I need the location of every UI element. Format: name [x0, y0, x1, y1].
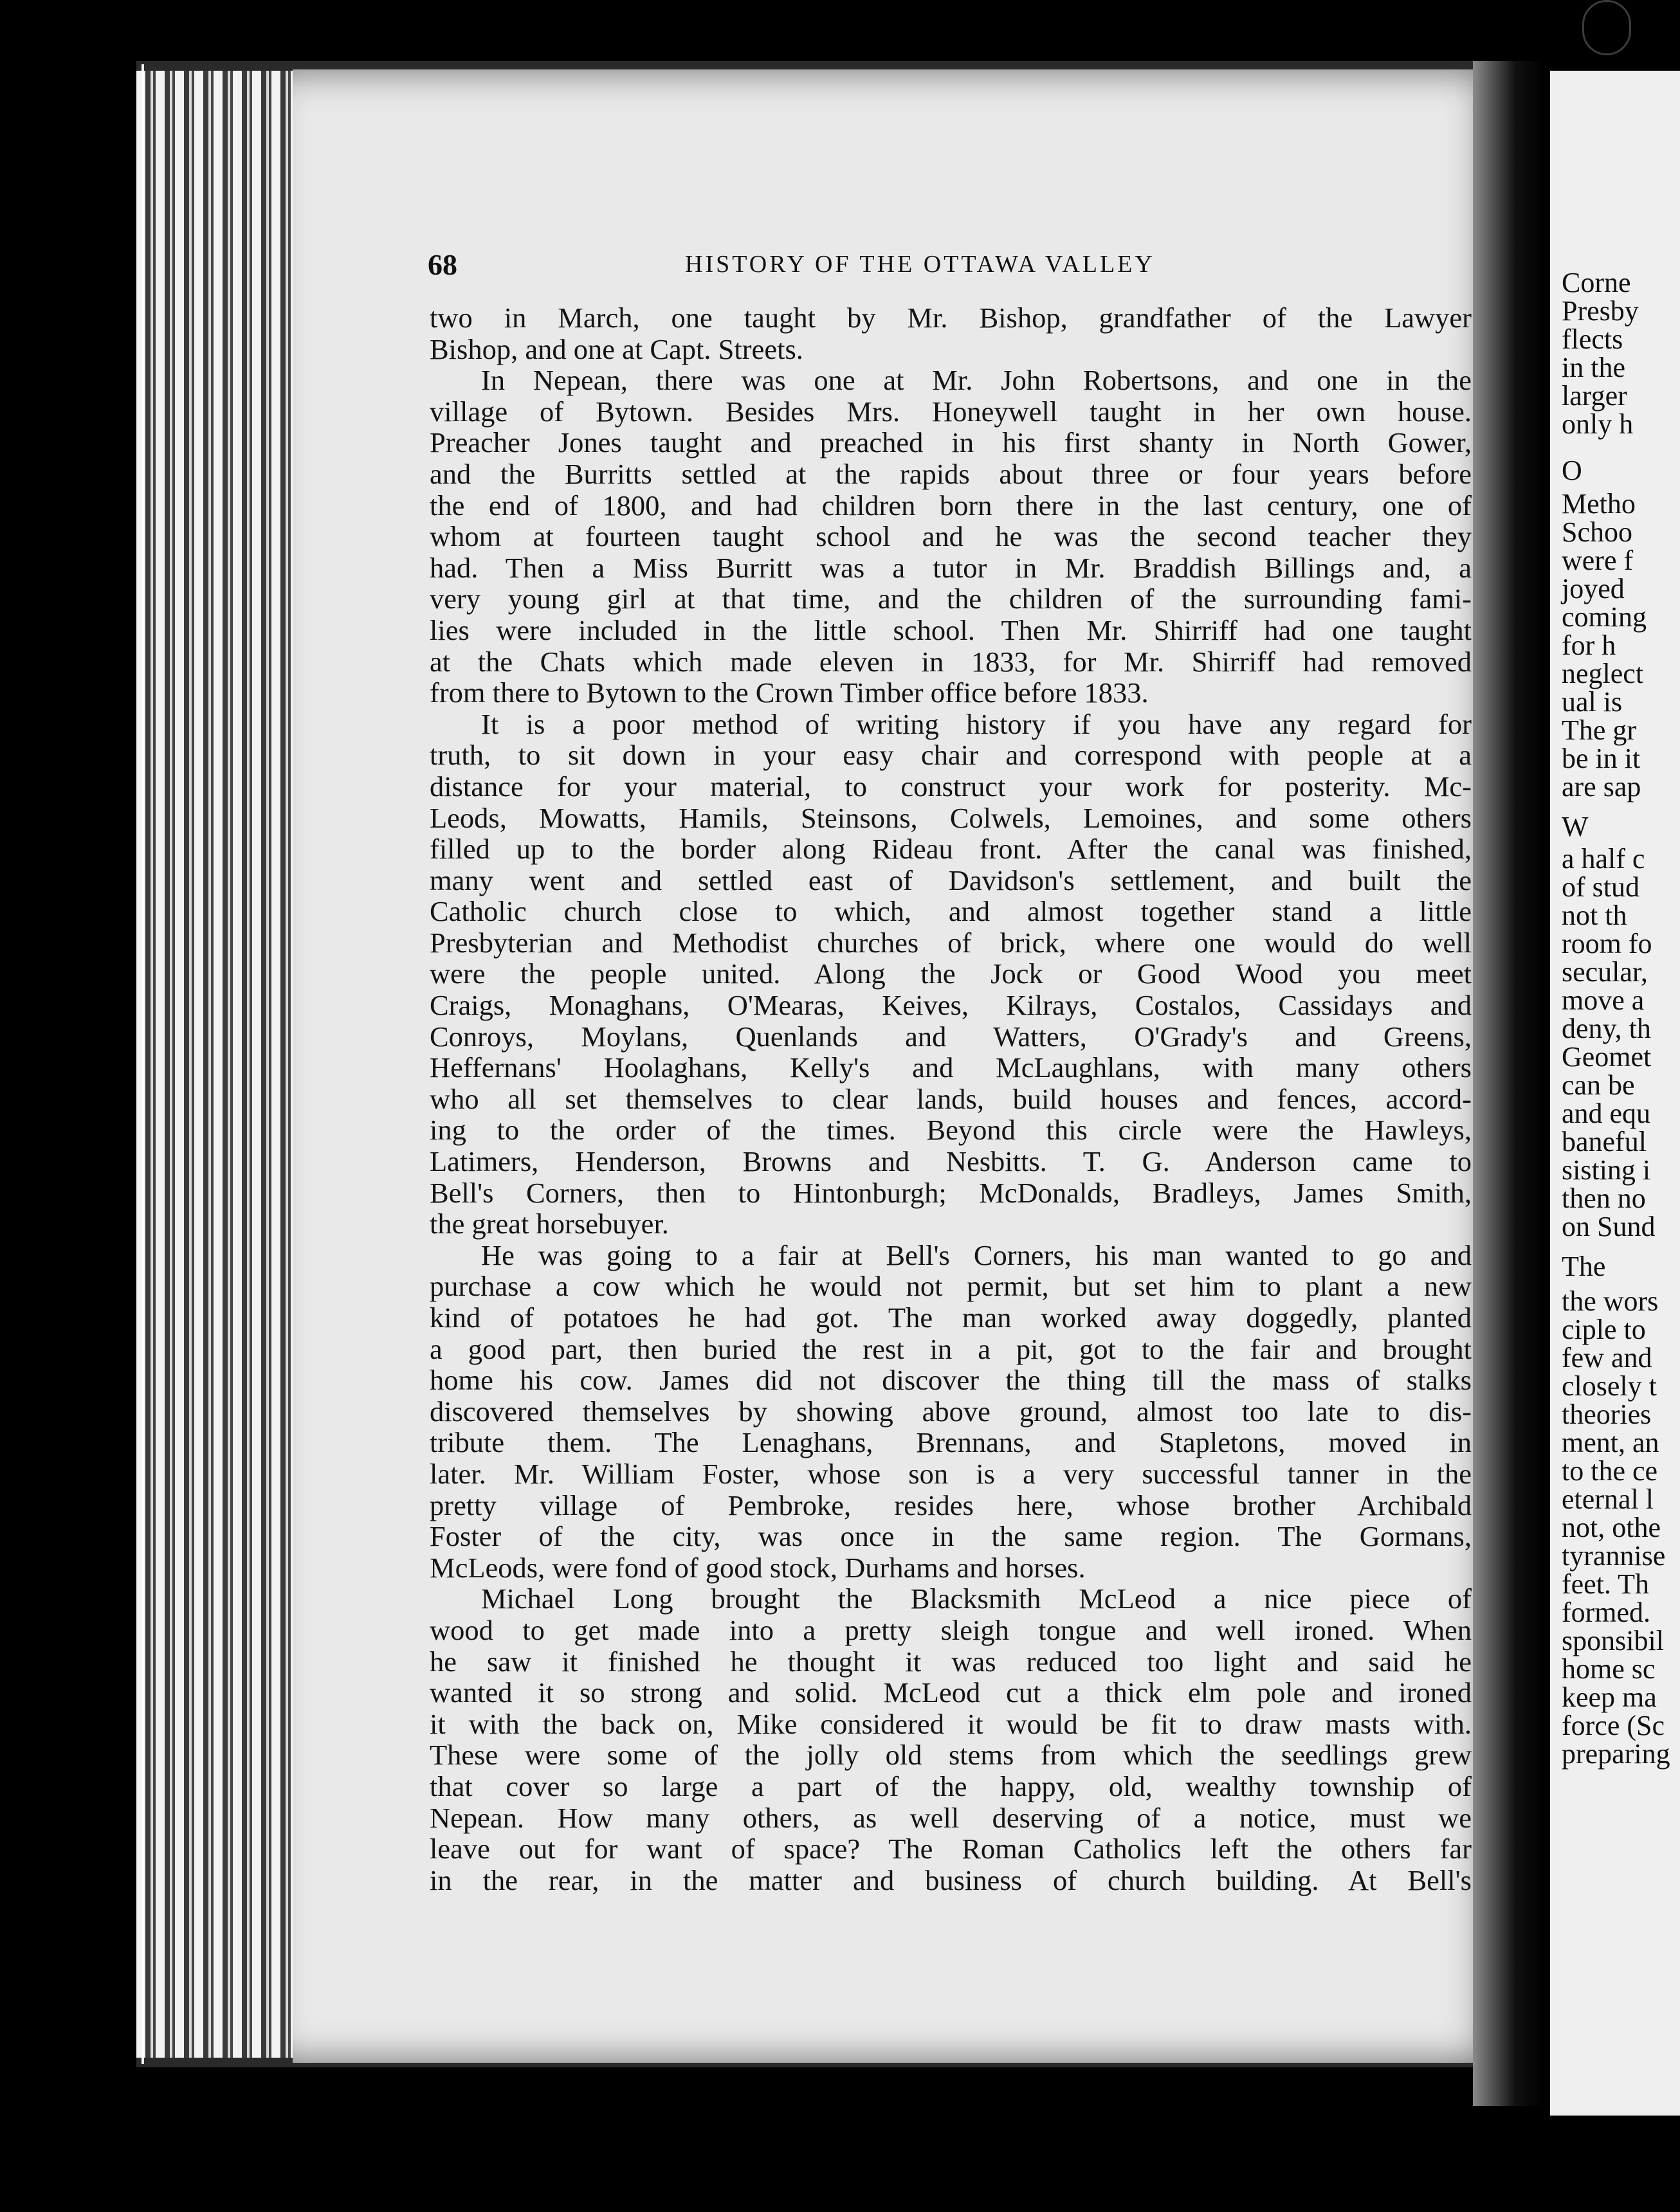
right-page-line: secular,	[1562, 956, 1648, 988]
text-line: kind of potatoes he had got. The man worked away doggedly, planted	[430, 1301, 1472, 1334]
text-line: the great horsebuyer.	[430, 1208, 669, 1240]
right-page-line: and equ	[1562, 1098, 1651, 1129]
text-line: Latimers, Henderson, Browns and Nesbitts. T. G. Anderson came to	[430, 1145, 1472, 1178]
text-line: in the rear, in the matter and business of church building. At Bell's	[430, 1863, 1472, 1896]
right-page-line: neglect	[1562, 658, 1644, 689]
right-page-line: on Sund	[1562, 1211, 1656, 1242]
right-page-line: not th	[1562, 900, 1627, 931]
text-line: distance for your material, to construct your work for posterity. Mc-	[430, 770, 1472, 802]
text-line: purchase a cow which he would not permit, but set him to plant a new	[430, 1270, 1472, 1303]
text-line: and the Burritts settled at the rapids about three or four years before	[430, 457, 1472, 490]
right-page-line: move a	[1562, 984, 1645, 1016]
right-page-line: can be	[1562, 1069, 1635, 1101]
right-page-line: theories	[1562, 1399, 1652, 1430]
page-edges	[136, 71, 294, 2058]
text-line: village of Bytown. Besides Mrs. Honeywell taught in her own house.	[430, 395, 1472, 428]
right-page-line: joyed	[1562, 573, 1625, 604]
text-line: He was going to a fair at Bell's Corners, his man wanted to go and	[481, 1238, 1472, 1271]
right-page-line: Metho	[1562, 488, 1636, 520]
right-page-line: formed.	[1562, 1597, 1651, 1628]
text-line: home his cow. James did not discover the thing till the mass of stalks	[430, 1364, 1472, 1397]
right-page-line: force (Sc	[1562, 1710, 1665, 1741]
right-page-line: few and	[1562, 1342, 1652, 1373]
text-line: Craigs, Monaghans, O'Mearas, Keives, Kilrays, Costalos, Cassidays and	[430, 989, 1472, 1022]
text-line: Michael Long brought the Blacksmith McLeod a nice piece of	[481, 1582, 1472, 1615]
text-line: McLeods, were fond of good stock, Durhams and horses.	[430, 1551, 1086, 1584]
text-line: very young girl at that time, and the children of the surrounding fami-	[430, 583, 1472, 615]
text-line: These were some of the jolly old stems from which the seedlings grew	[430, 1739, 1472, 1772]
text-line: It is a poor method of writing history if you have any regard for	[481, 707, 1472, 740]
right-page-line: deny, th	[1562, 1013, 1651, 1044]
running-head: HISTORY OF THE OTTAWA VALLEY	[685, 251, 1155, 278]
text-line: Presbyterian and Methodist churches of brick, where one would do well	[430, 926, 1472, 959]
text-line: filled up to the border along Rideau front. After the canal was finished,	[430, 833, 1472, 866]
right-page-line: flects	[1562, 323, 1623, 355]
text-line: Leods, Mowatts, Hamils, Steinsons, Colwels, Lemoines, and some others	[430, 801, 1472, 834]
right-page-line: ment, an	[1562, 1427, 1659, 1458]
text-line: he saw it finished he thought it was reduced too light and said he	[430, 1645, 1472, 1678]
text-line: were the people united. Along the Jock or Good Wood you meet	[430, 957, 1472, 990]
right-page-line: feet. Th	[1562, 1568, 1650, 1600]
right-page-line: ciple to	[1562, 1314, 1646, 1345]
right-page-line: room fo	[1562, 928, 1652, 959]
text-line: wanted it so strong and solid. McLeod cut a thick elm pole and ironed	[430, 1676, 1472, 1709]
right-page-line: Presby	[1562, 295, 1639, 327]
right-page-line: coming	[1562, 601, 1647, 633]
right-page-line: in the	[1562, 352, 1625, 383]
text-line: two in March, one taught by Mr. Bishop, grandfather of the Lawyer	[430, 302, 1472, 334]
right-page-line: eternal l	[1562, 1483, 1654, 1515]
text-line: Foster of the city, was once in the same region. The Gormans,	[430, 1520, 1472, 1553]
right-page-line: the wors	[1562, 1285, 1659, 1317]
text-line: Conroys, Moylans, Quenlands and Watters, O'Grady's and Greens,	[430, 1020, 1472, 1053]
right-page-line: baneful	[1562, 1126, 1647, 1157]
book-gutter	[1473, 61, 1544, 2106]
right-page-line: for h	[1562, 630, 1616, 661]
page-header	[428, 248, 1466, 280]
right-page-line: keep ma	[1562, 1682, 1657, 1713]
right-page-line: closely t	[1562, 1370, 1657, 1402]
right-page-line: Schoo	[1562, 516, 1632, 548]
text-line: Catholic church close to which, and almost together stand a little	[430, 895, 1472, 928]
right-page-line: of stud	[1562, 871, 1639, 903]
text-line: who all set themselves to clear lands, build houses and fences, accord-	[430, 1082, 1472, 1115]
text-line: discovered themselves by showing above ground, almost too late to dis-	[430, 1395, 1472, 1428]
text-line: Bell's Corners, then to Hintonburgh; McDonalds, Bradleys, James Smith,	[430, 1176, 1472, 1209]
text-line: In Nepean, there was one at Mr. John Robertsons, and one in the	[481, 364, 1472, 397]
right-page-line: to the ce	[1562, 1455, 1658, 1487]
right-page-line: home sc	[1562, 1653, 1656, 1685]
right-page-line: W	[1562, 811, 1589, 842]
right-page-line: The	[1562, 1251, 1606, 1282]
text-line: the end of 1800, and had children born there in the last century, one of	[430, 489, 1472, 521]
scan-corner-mark	[1582, 0, 1631, 55]
text-line: leave out for want of space? The Roman Catholics left the others far	[430, 1833, 1472, 1865]
right-page-line: not, othe	[1562, 1512, 1661, 1543]
text-line: Preacher Jones taught and preached in his first shanty in North Gower,	[430, 426, 1472, 459]
right-page-line: sponsibil	[1562, 1625, 1664, 1656]
right-page-line: sisting i	[1562, 1154, 1651, 1186]
text-line: wood to get made into a pretty sleigh tongue and well ironed. When	[430, 1613, 1472, 1646]
text-line: Nepean. How many others, as well deserving of a notice, must we	[430, 1801, 1472, 1834]
right-page-line: tyrannise	[1562, 1540, 1666, 1572]
right-page-line: O	[1562, 455, 1582, 486]
right-page-line: larger	[1562, 380, 1627, 412]
right-page-line: ual is	[1562, 686, 1623, 718]
text-line: many went and settled east of Davidson's settlement, and built the	[430, 864, 1472, 896]
text-line: had. Then a Miss Burritt was a tutor in Mr. Braddish Billings and, a	[430, 551, 1472, 584]
text-line: later. Mr. William Foster, whose son is a very successful tanner in the	[430, 1457, 1472, 1490]
text-line: a good part, then buried the rest in a pit, got to the fair and brought	[430, 1332, 1472, 1365]
right-page-line: a half c	[1562, 843, 1645, 875]
right-page-line: only h	[1562, 408, 1634, 440]
text-line: that cover so large a part of the happy, old, wealthy township of	[430, 1770, 1472, 1802]
right-page-line: were f	[1562, 545, 1634, 576]
page-edge-line	[142, 64, 144, 2064]
right-page-line: Geomet	[1562, 1041, 1652, 1073]
text-line: from there to Bytown to the Crown Timber office before 1833.	[430, 676, 1149, 709]
right-page-line: Corne	[1562, 267, 1631, 298]
text-line: tribute them. The Lenaghans, Brennans, and Stapletons, moved in	[430, 1426, 1472, 1459]
right-page-line: The gr	[1562, 714, 1637, 746]
text-line: at the Chats which made eleven in 1833, for Mr. Shirriff had removed	[430, 645, 1472, 678]
right-page	[1550, 71, 1680, 2116]
right-page-line: preparing	[1562, 1738, 1670, 1770]
text-line: truth, to sit down in your easy chair and correspond with people at a	[430, 739, 1472, 772]
page-body-text	[430, 302, 1472, 1896]
right-page-line: be in it	[1562, 743, 1641, 774]
text-line: it with the back on, Mike considered it would be fit to draw masts with.	[430, 1707, 1472, 1740]
text-line: ing to the order of the times. Beyond this circle were the Hawleys,	[430, 1114, 1472, 1147]
right-page-line: are sap	[1562, 771, 1641, 802]
text-line: Heffernans' Hoolaghans, Kelly's and McLaughlans, with many others	[430, 1051, 1472, 1084]
page-number: 68	[428, 248, 457, 281]
right-page-line: then no	[1562, 1183, 1646, 1214]
text-line: pretty village of Pembroke, resides here, whose brother Archibald	[430, 1489, 1472, 1521]
text-line: Bishop, and one at Capt. Streets.	[430, 332, 803, 365]
text-line: lies were included in the little school. Then Mr. Shirriff had one taught	[430, 613, 1472, 646]
text-line: whom at fourteen taught school and he was the second teacher they	[430, 520, 1472, 553]
